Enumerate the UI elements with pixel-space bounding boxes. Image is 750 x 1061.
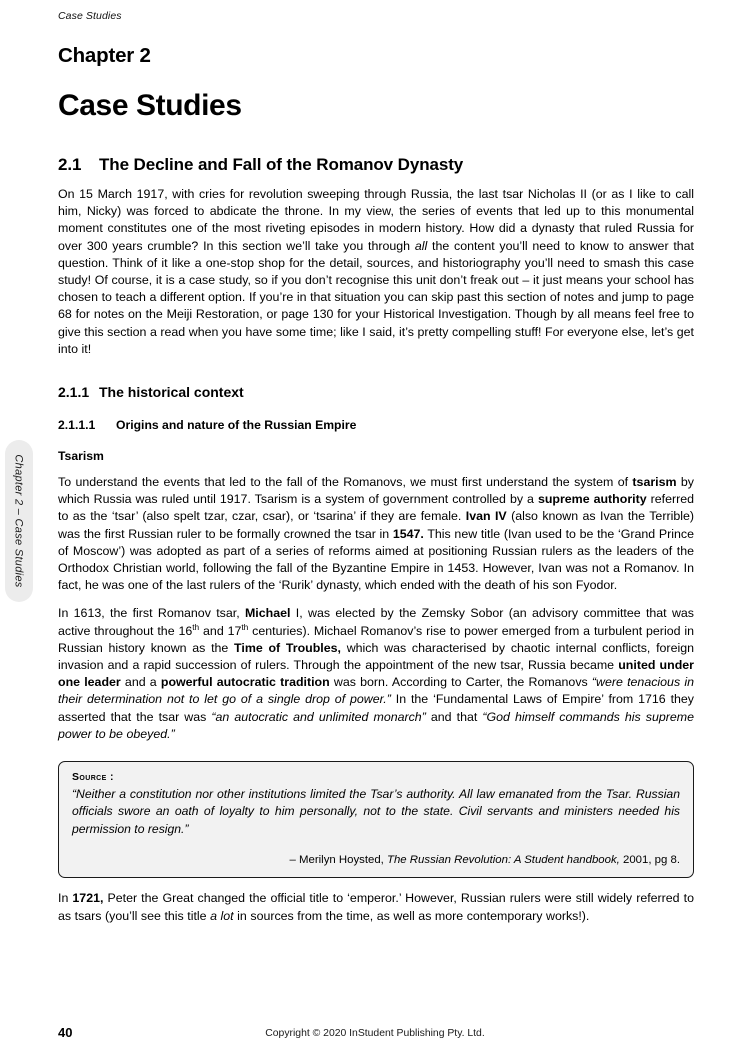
- michael-quote-autocratic-monarch: “an autocratic and unlimited monarch”: [211, 709, 426, 724]
- michael-text-m: In the ‘Fundamental Laws of Empire’ from 1716 they asserted that the tsar was: [58, 692, 694, 724]
- peter-term-1721: 1721,: [72, 891, 104, 906]
- peter-text-c: Peter the Great changed the official title to ‘emperor.’ However, Russian rulers were still widely referred to as tsars (you’ll see this title: [58, 891, 694, 923]
- michael-text-g: which was characterised by chaotic internal conflicts, foreign invasion and a rapid succession of rulers. Through the appointment of the new tsar, Russia became: [58, 640, 694, 673]
- source-box-quote: “Neither a constitution nor other institutions limited the Tsar’s authority. All law emanated from the Tsar. Russian officials swore an oath of loyalty to him personally, not to the state. Civil servants and ministers needed his permission to resign.”: [72, 787, 680, 836]
- source-box: [58, 761, 694, 878]
- peter-text-e: in sources from the time, as well as more contemporary works!).: [233, 908, 590, 923]
- michael-term-michael: Michael: [244, 606, 291, 621]
- michael-text-k: was born. According to Carter, the Romanovs: [329, 675, 592, 690]
- running-header: Case Studies: [58, 10, 122, 22]
- ordinal-suffix-16th: th: [192, 621, 200, 632]
- michael-text-o: and that: [425, 709, 483, 724]
- source-box-attribution: [72, 853, 680, 868]
- tsarism-term-supreme-authority: supreme authority: [537, 492, 647, 507]
- peter-text-a: In: [58, 891, 73, 906]
- page-number: 40: [58, 1025, 73, 1040]
- tsarism-term-tsarism: tsarism: [632, 475, 677, 490]
- tsarism-term-ivan-iv: Ivan IV: [465, 509, 507, 524]
- section-title-2-1-1-1: Origins and nature of the Russian Empire: [116, 418, 357, 433]
- tsarism-text-i: This new title (Ivan used to be the ‘Grand Prince of Moscow’) was adopted as part of a series of reforms aimed at positioning Russian rulers as the leaders of the Orthodox Christian world, following the fall of the Byzantine Empire in 1453. However, Ivan was not a Romanov. In fact, he was one of the last rulers of the ‘Rurik’ dynasty, which ended with the death of his son Fyodor.: [58, 526, 694, 593]
- peter-emphasis-a-lot: a lot: [210, 908, 234, 923]
- michael-quote-god-himself: “God himself commands his supreme power to be obeyed.”: [58, 709, 695, 741]
- chapter-title: Case Studies: [58, 89, 242, 122]
- tsarism-text-g: (also known as Ivan the Terrible) was the first Russian ruler to be formally crowned the tsar in: [58, 509, 694, 541]
- intro-text-a: On 15 March 1917, with cries for revolution sweeping through Russia, the last tsar Nicholas II (or as I like to call him, Nicky) was forced to abdicate the throne. In my view, the series of events that led up to this monumental moment constitutes one of the most riveting episodes in modern history. How did a dynasty that ruled Russia for over 300 years crumble? In this section we’ll take you through: [58, 187, 694, 253]
- copyright-notice: Copyright © 2020 InStudent Publishing Pty. Ltd.: [265, 1028, 485, 1039]
- tsarism-text-a: To understand the events that led to the fall of the Romanovs, we must first understand the system of: [58, 475, 633, 490]
- paragraph-tsarism: [58, 474, 694, 594]
- section-heading-2-1-1-1: [58, 418, 694, 432]
- subheading-tsarism: Tsarism: [58, 449, 104, 464]
- tsarism-text-c: by which Russia was ruled until 1917. Tsarism is a system of government controlled by a: [58, 475, 694, 507]
- tsarism-term-1547: 1547.: [392, 526, 424, 541]
- attribution-author: – Merilyn Hoysted,: [289, 854, 388, 867]
- section-title-2-1-1: The historical context: [99, 384, 244, 401]
- tsarism-text-e: referred to as the ‘tsar’ (also spelt tzar, czar, csar), or ‘tsarina’ if they are female.: [58, 492, 694, 524]
- paragraph-intro: [58, 186, 694, 358]
- section-number-2-1-1-1: 2.1.1.1: [58, 418, 96, 433]
- intro-text-b: the content you’ll need to know to answer that question. Think of it like a one-stop shop for the detail, sources, and historiography you’ll need to smash this case study! Of course, it is a case study, so if you don’t recognise this unit don’t freak out – it just means your school has chosen to teach a different option. If you’re in that situation you can skip past this section of notes and jump to page 68 for notes on the Meiji Restoration, or page 130 for your Historical Investigation. Though by all means feel free to give this section a read when you have some time; like I said, it’s pretty compelling stuff! For everyone else, let’s get into it!: [58, 238, 694, 356]
- side-chapter-tab-label: Chapter 2 – Case Studies: [13, 454, 26, 588]
- section-number-2-1-1: 2.1.1: [58, 384, 90, 401]
- michael-term-powerful-autocratic-tradition: powerful autocratic tradition: [160, 675, 330, 690]
- michael-text-i: and a: [120, 675, 161, 690]
- attribution-details: 2001, pg 8.: [619, 854, 680, 867]
- side-chapter-tab: [5, 440, 33, 602]
- michael-term-time-of-troubles: Time of Troubles,: [234, 640, 341, 655]
- page-content: [58, 44, 694, 925]
- michael-quote-carter: “were tenacious in their determination not to let go of a single drop of power.”: [58, 675, 694, 707]
- michael-text-a: In 1613, the first Romanov tsar,: [58, 606, 245, 621]
- ordinal-suffix-17th: th: [241, 621, 249, 632]
- section-title-2-1: The Decline and Fall of the Romanov Dynasty: [99, 155, 464, 174]
- michael-term-united-under-one-leader: united under one leader: [58, 658, 694, 690]
- michael-text-d: and 17: [199, 623, 242, 638]
- section-heading-2-1-1: [58, 384, 694, 400]
- source-box-label: Source :: [72, 771, 114, 784]
- section-heading-2-1: [58, 155, 694, 175]
- paragraph-peter: [58, 890, 694, 924]
- paragraph-michael: [58, 605, 694, 743]
- page-footer: [0, 1025, 750, 1043]
- attribution-work-title: The Russian Revolution: A Student handbook,: [387, 854, 620, 867]
- michael-text-e: centuries). Michael Romanov’s rise to power emerged from a turbulent period in Russian history known as the: [58, 623, 694, 655]
- intro-emphasis-all: all: [414, 238, 428, 253]
- chapter-number: Chapter 2: [58, 44, 151, 67]
- michael-text-c: I, was elected by the Zemsky Sobor (an advisory committee that was active throughout the 16: [58, 606, 694, 638]
- section-number-2-1: 2.1: [58, 155, 82, 174]
